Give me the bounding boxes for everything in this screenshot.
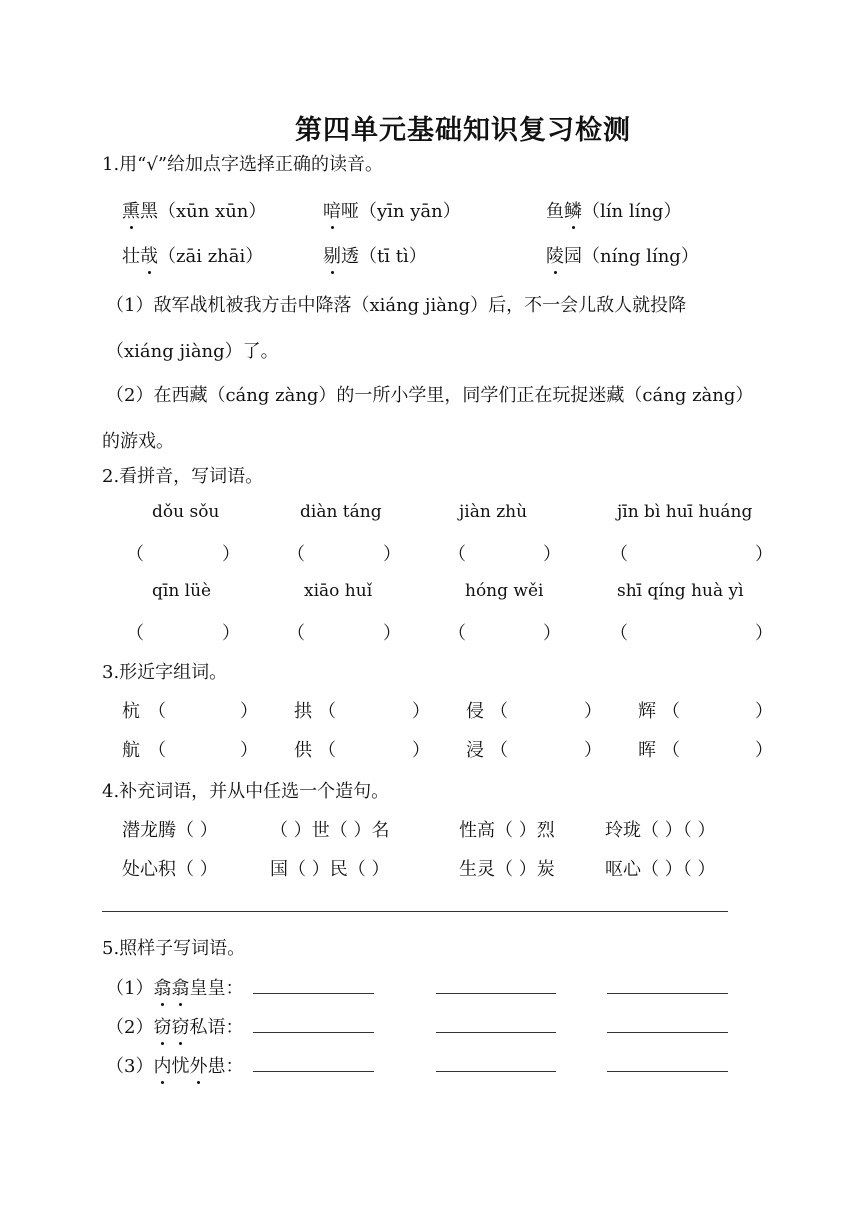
answer-paren-close: ） — [755, 740, 773, 761]
q1-sentence-1b: （xiáng jiàng）了。 — [106, 341, 279, 362]
q5-item-3: （3）内忧外患： — [106, 1052, 243, 1078]
q1-item-4-dotted-char: 哉 — [140, 242, 158, 268]
question-3-heading: 3.形近字组词。 — [102, 662, 228, 683]
q1-item-5-post: 透（tī tì） — [341, 246, 427, 267]
answer-paren-open: （ — [610, 623, 628, 644]
answer-paren-close: ） — [755, 544, 773, 565]
q1-item-5-dotted-char: 剔 — [323, 242, 341, 268]
similar-char: 拱 — [294, 701, 312, 722]
answer-blank[interactable] — [436, 1070, 556, 1072]
similar-char: 供 — [294, 740, 312, 761]
q1-item-6-dotted-char: 陵 — [546, 242, 564, 268]
answer-paren-open: （ — [662, 740, 680, 761]
answer-paren-close: ） — [383, 544, 401, 565]
question-4-heading: 4.补充词语，并从中任选一个造句。 — [102, 781, 390, 802]
idiom-fill: 生灵（ ）炭 — [459, 859, 555, 880]
idiom-fill: 国（ ）民（ ） — [270, 859, 390, 880]
question-5-heading: 5.照样子写词语。 — [102, 938, 246, 959]
q1-item-4-post: （zāi zhāi） — [158, 246, 264, 267]
answer-paren-close: ） — [412, 740, 430, 761]
q1-item-1-post: 黑（xūn xūn） — [140, 201, 267, 222]
answer-paren-close: ） — [383, 623, 401, 644]
q1-item-1-dotted-char: 熏 — [122, 197, 140, 223]
answer-paren-open: （ — [448, 623, 466, 644]
q1-item-5 — [323, 242, 427, 268]
pinyin-cell: shī qíng huà yì — [617, 581, 744, 601]
idiom-fill: 呕心（ ）（ ） — [605, 859, 716, 880]
answer-paren-close: ） — [584, 701, 602, 722]
answer-blank[interactable] — [607, 1031, 728, 1033]
answer-paren-close: ） — [412, 701, 430, 722]
idiom-fill: 性高（ ）烈 — [459, 820, 555, 841]
pinyin-cell: xiāo huǐ — [304, 581, 373, 601]
answer-paren-close: ） — [240, 740, 258, 761]
answer-paren-open: （ — [490, 740, 508, 761]
idiom-fill: 玲珑（ ）（ ） — [605, 820, 716, 841]
q1-item-3 — [546, 197, 681, 223]
answer-paren-open: （ — [148, 701, 166, 722]
q5-item-1: （1）翕翕皇皇： — [106, 974, 243, 1000]
answer-blank[interactable] — [436, 1031, 556, 1033]
similar-char: 辉 — [638, 701, 656, 722]
answer-paren-open: （ — [662, 701, 680, 722]
q1-item-2-post: 哑（yīn yān） — [341, 201, 461, 222]
similar-char: 杭 — [122, 701, 140, 722]
idiom-fill: 处心积（ ） — [122, 859, 218, 880]
pinyin-cell: hóng wěi — [465, 581, 544, 601]
q5-item-1-label: （1） — [106, 978, 154, 999]
question-2-heading: 2.看拼音，写词语。 — [102, 466, 264, 487]
idiom-fill: （ ）世（ ）名 — [270, 820, 390, 841]
q1-item-2 — [323, 197, 461, 223]
similar-char: 侵 — [466, 701, 484, 722]
page-title: 第四单元基础知识复习检测 — [295, 115, 631, 146]
pinyin-cell: jīn bì huī huáng — [617, 502, 753, 522]
pinyin-cell: diàn táng — [300, 502, 382, 522]
similar-char: 航 — [122, 740, 140, 761]
answer-paren-close: ） — [222, 544, 240, 565]
q1-sentence-2a: （2）在西藏（cáng zàng）的一所小学里，同学们正在玩捉迷藏（cáng zàng） — [106, 385, 754, 406]
q1-item-4-pre: 壮 — [122, 246, 140, 267]
pinyin-cell: qīn lüè — [152, 581, 212, 601]
answer-paren-open: （ — [318, 701, 336, 722]
answer-paren-close: ） — [755, 701, 773, 722]
answer-paren-close: ） — [240, 701, 258, 722]
q1-item-6-post: 园（níng líng） — [564, 246, 699, 267]
answer-blank[interactable] — [436, 992, 556, 994]
q5-item-2: （2）窃窃私语： — [106, 1013, 243, 1039]
answer-blank[interactable] — [253, 1031, 374, 1033]
answer-paren-open: （ — [318, 740, 336, 761]
q1-item-6 — [546, 242, 699, 268]
q1-sentence-2b: 的游戏。 — [102, 431, 174, 452]
q1-item-4 — [122, 242, 263, 268]
q1-sentence-1a: （1）敌军战机被我方击中降落（xiáng jiàng）后，不一会儿敌人就投降 — [106, 295, 687, 316]
answer-paren-close: ） — [543, 623, 561, 644]
question-1-heading: 1.用“√”给加点字选择正确的读音。 — [102, 154, 384, 175]
answer-blank[interactable] — [253, 992, 374, 994]
answer-paren-close: ） — [584, 740, 602, 761]
answer-paren-close: ） — [755, 623, 773, 644]
answer-paren-open: （ — [126, 544, 144, 565]
sentence-answer-line[interactable] — [102, 911, 728, 912]
answer-paren-open: （ — [148, 740, 166, 761]
q1-item-3-post: （lín líng） — [582, 201, 682, 222]
answer-blank[interactable] — [253, 1070, 374, 1072]
answer-paren-open: （ — [126, 623, 144, 644]
answer-paren-close: ） — [222, 623, 240, 644]
idiom-fill: 潜龙腾（ ） — [122, 820, 218, 841]
q1-item-3-pre: 鱼 — [546, 201, 564, 222]
pinyin-cell: dǒu sǒu — [152, 502, 220, 522]
answer-paren-open: （ — [610, 544, 628, 565]
similar-char: 晖 — [638, 740, 656, 761]
q5-item-3-label: （3） — [106, 1056, 154, 1077]
answer-blank[interactable] — [607, 992, 728, 994]
q5-item-2-label: （2） — [106, 1017, 154, 1038]
answer-blank[interactable] — [607, 1070, 728, 1072]
q1-item-1 — [122, 197, 266, 223]
q1-item-3-dotted-char: 鳞 — [564, 197, 582, 223]
similar-char: 浸 — [466, 740, 484, 761]
answer-paren-open: （ — [448, 544, 466, 565]
answer-paren-close: ） — [543, 544, 561, 565]
pinyin-cell: jiàn zhù — [459, 502, 528, 522]
answer-paren-open: （ — [287, 544, 305, 565]
q1-item-2-dotted-char: 喑 — [323, 197, 341, 223]
answer-paren-open: （ — [287, 623, 305, 644]
answer-paren-open: （ — [490, 701, 508, 722]
